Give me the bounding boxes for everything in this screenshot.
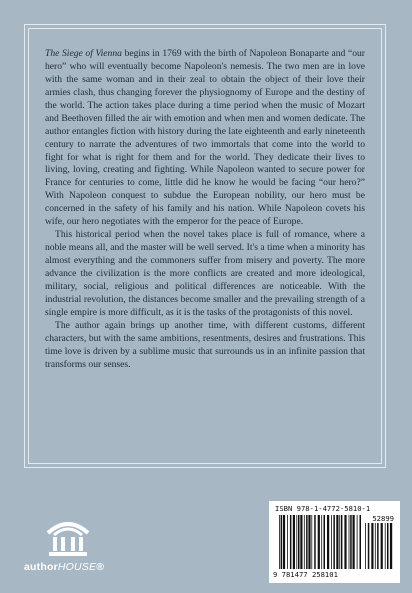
back-cover-text	[32, 34, 378, 464]
book-title: The Siege of Vienna	[45, 48, 122, 59]
price-code: 52899	[372, 514, 394, 523]
barcode-addon-bars	[365, 523, 393, 569]
barcode-digits-mid: 781477	[281, 570, 308, 579]
barcode-digits-right: 258101	[311, 570, 338, 579]
barcode-digits	[273, 570, 397, 579]
authorhouse-building-icon	[44, 517, 92, 557]
barcode-bars	[279, 515, 361, 569]
isbn-number: ISBN 978-1-4772-5810-1	[275, 504, 371, 513]
isbn-barcode	[269, 501, 400, 583]
publisher-logo	[24, 517, 120, 577]
barcode-digit-left: 9	[273, 570, 278, 579]
paragraph-1	[45, 48, 365, 229]
paragraph-1-text: begins in 1769 with the birth of Napoleon Bonaparte and “our hero” who will eventually become Napoleon's nemesis. The two men are in love with the same woman and in their zeal to obtain the object of their love their armies clash, thus changing forever the physiognomy of Europe and the destiny of the world. The action takes place during a time period when the music of Mozart and Beethoven filled the air with emotion and when men and women dedicate. The author entangles fiction with history during the late eighteenth and early nineteenth century to narrate the adventures of two immortals that come into the world to fight for what is right for them and for the world. They dedicate their lives to living, loving, creating and fighting. While Napoleon wanted to secure power for France for centuries to come, little did he know he would be facing “our hero?” With Napoleon conquest to subdue the European nobility, our hero must be concerned in the safety of his family and his nation. While Napoleon covets his wife, our hero negotiates with the emperor for the peace of Europe.	[45, 48, 365, 228]
paragraph-2: This historical period when the novel takes place is full of romance, where a noble means all, and the master will be well served. It's a time when a minority has almost everything and the commoners suffer from misery and poverty. The more advance the civilization is the more conflicts are created and more ideological, military, social, religious and political differences are noticeable. With the industrial revolution, the distances become smaller and the prevailing strength of a single empire is more difficult, as it is the tasks of the protagonists of this novel.	[45, 229, 365, 318]
trademark: ®	[96, 561, 105, 573]
publisher-name-light: HOUSE	[57, 561, 97, 573]
publisher-name-bold: author	[24, 561, 58, 573]
paragraph-3: The author again brings up another time, with different customs, different characters, but with the same ambitions, resentments, desires and frustrations. This time love is driven by a sublime music that surrounds us in an infinite passion that transforms our senses.	[45, 319, 365, 370]
publisher-name	[24, 561, 124, 573]
